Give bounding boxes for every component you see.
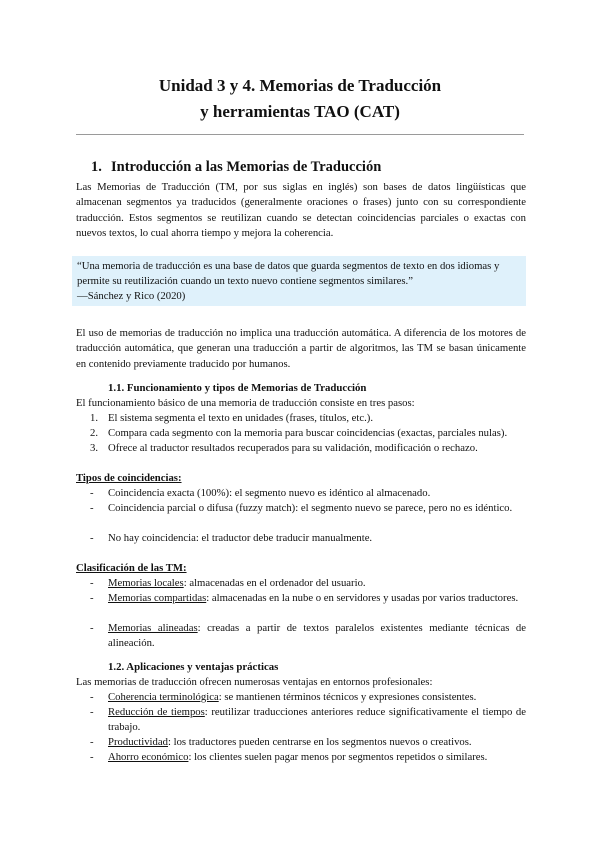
title-divider [76, 134, 524, 135]
bullet-term: Memorias compartidas [108, 592, 207, 604]
bullet-text [108, 576, 526, 591]
section-1-number: 1. [91, 159, 102, 175]
bullet-description: : los clientes suelen pagar menos por segmentos repetidos o similares. [188, 751, 488, 763]
bullet-description: : reutilizar traducciones anteriores reduce significativamente el tiempo de trabajo. [108, 706, 526, 733]
quote-text: “Una memoria de traducción es una base de datos que guarda segmentos de texto en dos idiomas y permite su reutilización cuando un texto nuevo contiene segmentos similares.” [77, 260, 500, 287]
document-title-line-1: Unidad 3 y 4. Memorias de Traducción [158, 76, 442, 95]
document-title-line-2: y herramientas TAO (CAT) [200, 102, 400, 121]
bullet-marker: - [90, 487, 94, 499]
section-1-2-heading: 1.2. Aplicaciones y ventajas prácticas [108, 661, 279, 673]
section-1-intro: Las Memorias de Traducción (TM, por sus siglas en inglés) son bases de datos lingüísticas que almacenan segmentos ya traducidos (generalmente oraciones o frases) junto con su correspondiente traducción. Estos segmentos se reutilizan cuando se detectan coincidencias parciales o exactas con nuevos textos, lo cual ahorra tiempo y mejora la coherencia. [76, 181, 526, 239]
bullet-marker: - [90, 592, 94, 604]
bullet-text: No hay coincidencia: el traductor debe traducir manualmente. [108, 532, 373, 544]
section-1-2-lead: Las memorias de traducción ofrecen numerosas ventajas en entornos profesionales: [76, 676, 433, 688]
bullet-description: : los traductores pueden centrarse en los segmentos nuevos o creativos. [167, 736, 472, 748]
step-marker: 1. [90, 412, 99, 424]
bullet-marker: - [90, 736, 94, 748]
bullet-marker: - [90, 577, 94, 589]
bullet-marker: - [90, 691, 94, 703]
bullet-marker: - [90, 532, 94, 544]
bullet-marker: - [90, 502, 94, 514]
step-marker: 2. [90, 427, 99, 439]
bullet-term: Ahorro económico [108, 751, 189, 763]
matches-heading: Tipos de coincidencias: [76, 472, 182, 484]
quote-box [72, 256, 526, 306]
section-1-1-lead: El funcionamiento básico de una memoria de traducción consiste en tres pasos: [76, 397, 415, 409]
section-1-1-heading: 1.1. Funcionamiento y tipos de Memorias de Traducción [108, 382, 367, 394]
classification-heading: Clasificación de las TM: [76, 562, 187, 574]
step-marker: 3. [90, 442, 99, 454]
bullet-term: Memorias locales [108, 577, 184, 589]
section-1-paragraph-2: El uso de memorias de traducción no implica una traducción automática. A diferencia de los motores de traducción automática, que generan una traducción a partir de algoritmos, las TM se basan únicamente en contenido previamente traducido por humanos. [76, 327, 526, 370]
bullet-description: : almacenadas en la nube o en servidores y usadas por varios traductores. [206, 592, 519, 604]
bullet-description: : se mantienen términos técnicos y expresiones consistentes. [218, 691, 477, 703]
bullet-text: Coincidencia parcial o difusa (fuzzy match): el segmento nuevo se parece, pero no es idéntico. [108, 502, 513, 514]
bullet-text [108, 591, 526, 606]
bullet-description: : creadas a partir de textos paralelos existentes mediante técnicas de alineación. [108, 622, 526, 649]
bullet-marker: - [90, 751, 94, 763]
bullet-text [108, 690, 526, 705]
bullet-term: Memorias alineadas [108, 622, 198, 634]
bullet-description: : almacenadas en el ordenador del usuario. [183, 577, 366, 589]
bullet-term: Productividad [108, 736, 168, 748]
bullet-marker: - [90, 622, 94, 634]
bullet-text: Coincidencia exacta (100%): el segmento nuevo es idéntico al almacenado. [108, 487, 431, 499]
step-text: Ofrece al traductor resultados recuperados para su validación, modificación o rechazo. [108, 442, 478, 454]
bullet-term: Reducción de tiempos [108, 706, 205, 718]
bullet-term: Coherencia terminológica [108, 691, 219, 703]
quote-author: —Sánchez y Rico (2020) [77, 290, 186, 302]
bullet-text [108, 735, 526, 750]
bullet-text [108, 750, 526, 765]
bullet-text [108, 621, 526, 651]
step-text: Compara cada segmento con la memoria para buscar coincidencias (exactas, parciales nulas). [108, 427, 508, 439]
step-text: El sistema segmenta el texto en unidades (frases, títulos, etc.). [108, 412, 374, 424]
section-1-title: Introducción a las Memorias de Traducción [111, 159, 382, 175]
bullet-text [108, 705, 526, 735]
bullet-marker: - [90, 706, 94, 718]
